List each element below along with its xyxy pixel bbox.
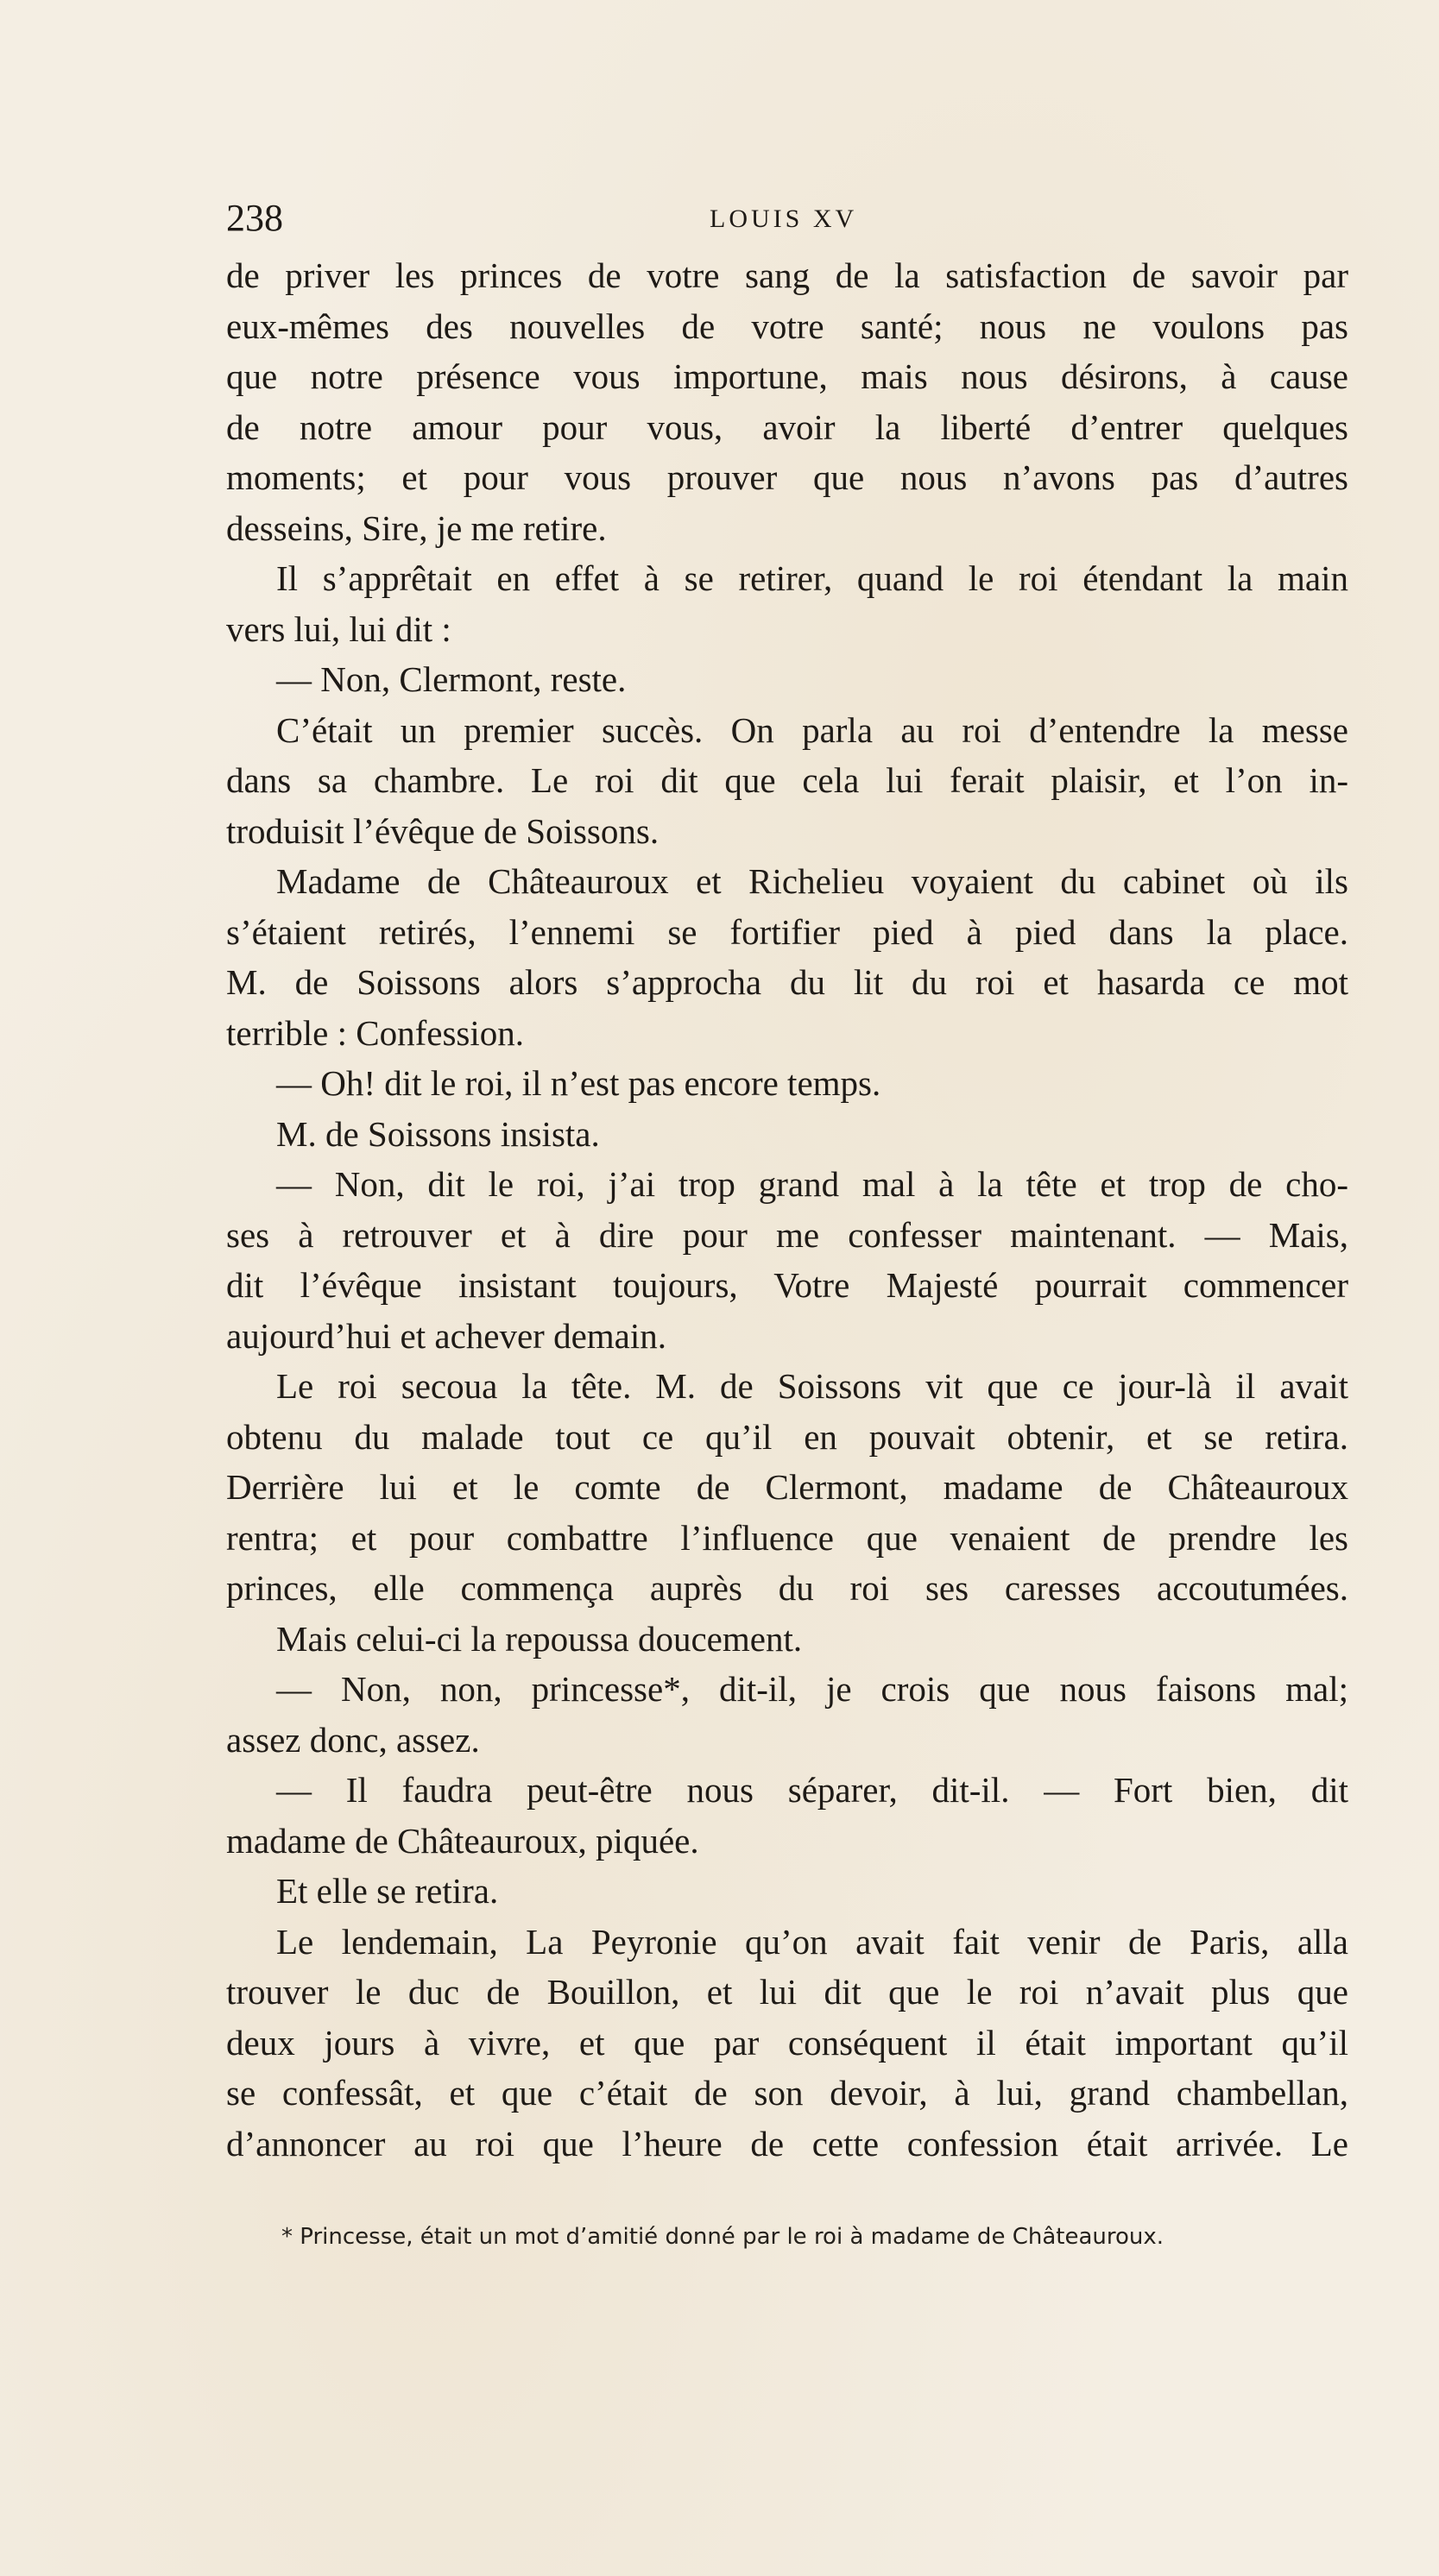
text-line: madame de Châteauroux, piquée. — [226, 1820, 699, 1861]
text-line: — Non, non, princesse*, dit-il, je crois que nous faisons mal; — [276, 1669, 1348, 1709]
text-line: s’étaient retirés, l’ennemi se fortifier pied à pied dans la place. — [226, 911, 1348, 952]
text-line: assez donc, assez. — [226, 1719, 480, 1760]
text-line: obtenu du malade tout ce qu’il en pouvait obtenir, et se retira. — [226, 1416, 1348, 1457]
text-line: eux-mêmes des nouvelles de votre santé; nous ne voulons pas — [226, 305, 1348, 346]
text-line: terrible : Confession. — [226, 1012, 525, 1053]
text-line: ses à retrouver et à dire pour me confesser maintenant. — Mais, — [226, 1214, 1348, 1255]
text-line: C’était un premier succès. On parla au roi d’entendre la messe — [276, 709, 1348, 750]
text-line: Le roi secoua la tête. M. de Soissons vit que ce jour-là il avait — [276, 1366, 1348, 1406]
text-line: Le lendemain, La Peyronie qu’on avait fait venir de Paris, alla — [276, 1921, 1348, 1962]
text-line: Et elle se retira. — [276, 1871, 499, 1911]
text-line: rentra; et pour combattre l’influence que venaient de prendre les — [226, 1517, 1348, 1558]
text-line: Derrière lui et le comte de Clermont, madame de Châteauroux — [226, 1467, 1348, 1507]
text-line: troduisit l’évêque de Soissons. — [226, 810, 660, 851]
text-line: trouver le duc de Bouillon, et lui dit que le roi n’avait plus que — [226, 1972, 1348, 2012]
page-header — [226, 197, 1348, 240]
text-line: — Non, dit le roi, j’ai trop grand mal à la tête et trop de cho- — [276, 1164, 1348, 1204]
text-line: Il s’apprêtait en effet à se retirer, quand le roi étendant la main — [276, 558, 1348, 598]
text-line: moments; et pour vous prouver que nous n’avons pas d’autres — [226, 457, 1348, 497]
body-text — [226, 250, 1348, 2169]
text-line: Mais celui-ci la repoussa doucement. — [276, 1618, 803, 1659]
text-line: vers lui, lui dit : — [226, 608, 451, 649]
text-line: dit l’évêque insistant toujours, Votre Majesté pourrait commencer — [226, 1265, 1348, 1305]
text-line: — Non, Clermont, reste. — [276, 659, 627, 699]
text-line: de priver les princes de votre sang de la satisfaction de savoir par — [226, 255, 1348, 295]
text-line: d’annoncer au roi que l’heure de cette confession était arrivée. Le — [226, 2123, 1348, 2163]
page-number: 238 — [226, 197, 283, 239]
text-line: princes, elle commença auprès du roi ses caresses accoutumées. — [226, 1568, 1348, 1608]
footnote: * Princesse, était un mot d’amitié donné par le roi à madame de Châteauroux. — [281, 2224, 1164, 2250]
text-line: Madame de Châteauroux et Richelieu voyaient du cabinet où ils — [276, 861, 1348, 901]
text-line: — Il faudra peut-être nous séparer, dit-il. — Fort bien, dit — [276, 1770, 1348, 1810]
text-line: de notre amour pour vous, avoir la liberté d’entrer quelques — [226, 406, 1348, 447]
text-line: M. de Soissons insista. — [276, 1113, 600, 1154]
text-line: se confessât, et que c’était de son devoir, à lui, grand chambellan, — [226, 2073, 1348, 2113]
text-line: aujourd’hui et achever demain. — [226, 1315, 666, 1356]
text-line: — Oh! dit le roi, il n’est pas encore temps. — [276, 1063, 881, 1103]
text-line: desseins, Sire, je me retire. — [226, 507, 607, 548]
text-line: deux jours à vivre, et que par conséquent il était important qu’il — [226, 2022, 1348, 2063]
text-line: que notre présence vous importune, mais nous désirons, à cause — [226, 356, 1348, 396]
text-line: M. de Soissons alors s’approcha du lit du roi et hasarda ce mot — [226, 962, 1348, 1002]
text-line: dans sa chambre. Le roi dit que cela lui ferait plaisir, et l’on in- — [226, 760, 1348, 800]
running-title: LOUIS XV — [710, 205, 858, 233]
